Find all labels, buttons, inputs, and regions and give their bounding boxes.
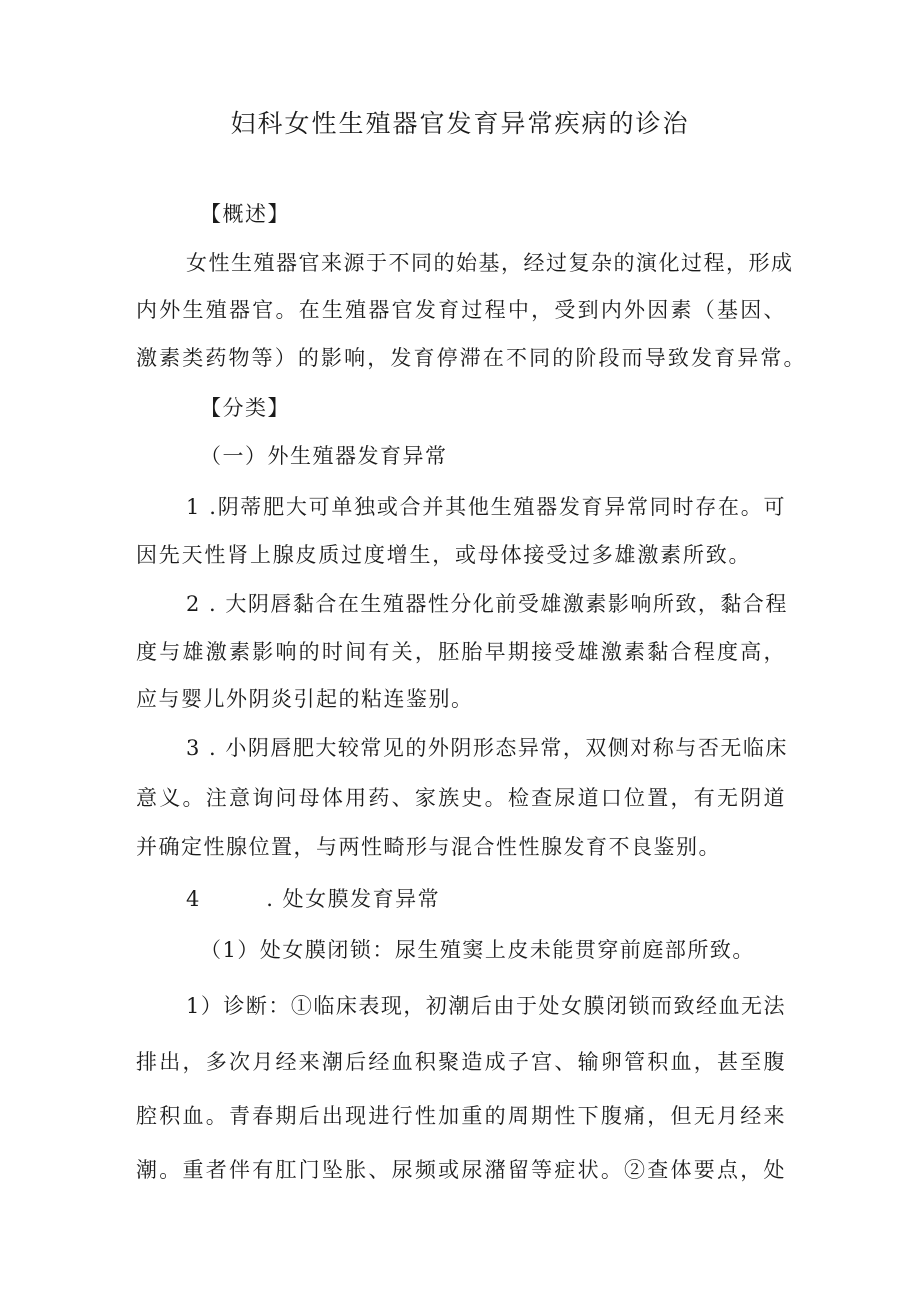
- paragraph-line: 应与婴儿外阴炎引起的粘连鉴别。: [136, 687, 474, 711]
- paragraph-line: 女性生殖器官来源于不同的始基，经过复杂的演化过程，形成: [186, 251, 794, 275]
- paragraph-line: （1）处女膜闭锁：尿生殖窦上皮未能贯穿前庭部所致。: [200, 938, 755, 962]
- subsection-heading: 4 . 处女膜发育异常: [186, 887, 441, 911]
- document-title: 妇科女性生殖器官发育异常疾病的诊治: [230, 109, 690, 138]
- paragraph-line: 1 .阴蒂肥大可单独或合并其他生殖器发育异常同时存在。可: [186, 495, 786, 519]
- section-heading-overview: 【概述】: [200, 202, 290, 226]
- paragraph-line: 意义。注意询问母体用药、家族史。检查尿道口位置，有无阴道: [136, 786, 786, 810]
- paragraph-line: 潮。重者伴有肛门坠胀、尿频或尿潴留等症状。②查体要点，处: [136, 1158, 786, 1182]
- paragraph-line: 排出，多次月经来潮后经血积聚造成子宫、输卵管积血，甚至腹: [136, 1050, 786, 1074]
- paragraph-line: 激素类药物等）的影响，发育停滞在不同的阶段而导致发育异常。: [136, 346, 806, 370]
- paragraph-line: 并确定性腺位置，与两性畸形与混合性性腺发育不良鉴别。: [136, 835, 721, 859]
- paragraph-line: 2 . 大阴唇黏合在生殖器性分化前受雄激素影响所致，黏合程: [186, 592, 788, 616]
- subsection-heading: （一）外生殖器发育异常: [200, 444, 448, 468]
- paragraph-line: 3 . 小阴唇肥大较常见的外阴形态异常，双侧对称与否无临床: [186, 736, 788, 760]
- paragraph-line: 度与雄激素影响的时间有关，胚胎早期接受雄激素黏合程度高，: [136, 640, 786, 664]
- paragraph-line: 因先天性肾上腺皮质过度增生，或母体接受过多雄激素所致。: [136, 543, 751, 567]
- paragraph-line: 内外生殖器官。在生殖器官发育过程中，受到内外因素（基因、: [136, 298, 786, 322]
- section-heading-classification: 【分类】: [200, 396, 290, 420]
- paragraph-line: 腔积血。青春期后出现进行性加重的周期性下腹痛，但无月经来: [136, 1104, 786, 1128]
- paragraph-line: 1）诊断：①临床表现，初潮后由于处女膜闭锁而致经血无法: [186, 994, 786, 1018]
